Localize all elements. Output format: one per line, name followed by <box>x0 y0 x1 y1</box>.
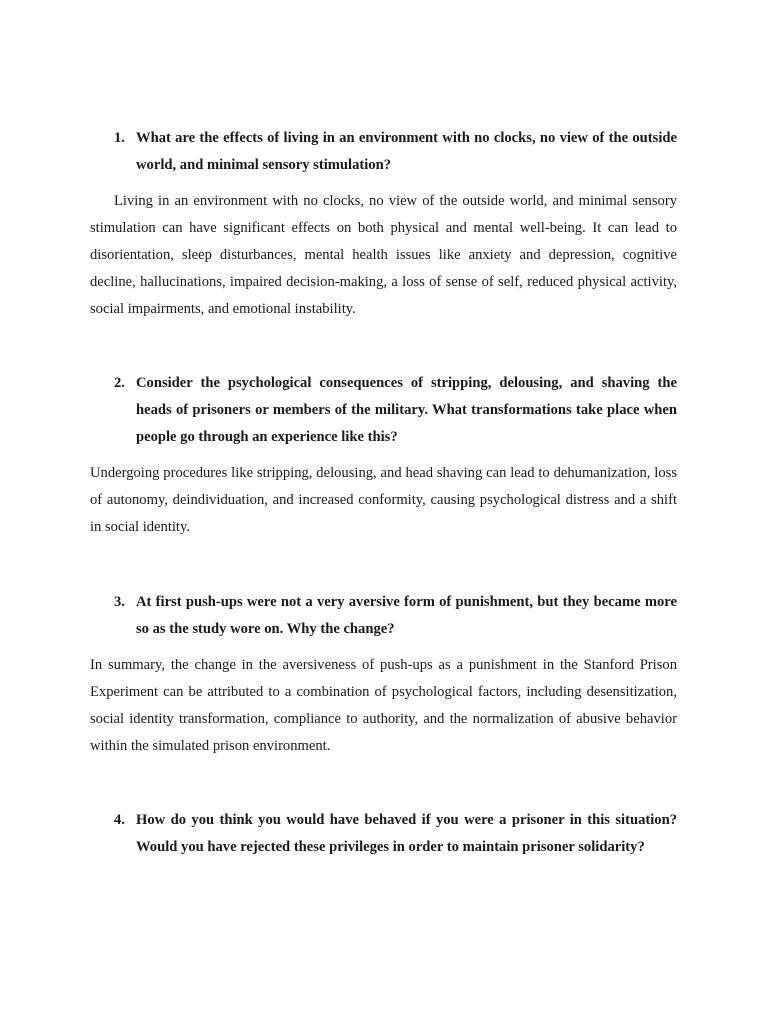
question-text: What are the effects of living in an environment with no clocks, no view of the outside world, and minimal sensory stimulation? <box>136 130 677 173</box>
question-number: 3. <box>114 594 125 610</box>
question-heading <box>90 125 677 179</box>
answer-text: Undergoing procedures like stripping, delousing, and head shaving can lead to dehumanization, loss of autonomy, deindividuation, and increased conformity, causing psychological distress and a shift in social identity. <box>90 465 677 535</box>
answer-text: In summary, the change in the aversiveness of push-ups as a punishment in the Stanford Prison Experiment can be attributed to a combination of psychological factors, including desensitization, social identity transformation, compliance to authority, and the normalization of abusive behavior within the simulated prison environment. <box>90 657 677 754</box>
question-heading <box>90 589 677 643</box>
question-heading <box>90 807 677 861</box>
question-heading <box>90 370 677 451</box>
answer-1 <box>90 188 677 323</box>
question-3 <box>90 589 677 643</box>
question-4 <box>90 807 677 861</box>
question-text: How do you think you would have behaved if you were a prisoner in this situation? Would you have rejected these privileges in order to maintain prisoner solidarity? <box>136 812 677 855</box>
question-1 <box>90 125 677 179</box>
question-text: At first push-ups were not a very aversive form of punishment, but they became more so as the study wore on. Why the change? <box>136 594 677 637</box>
question-2 <box>90 370 677 451</box>
question-number: 2. <box>114 375 125 391</box>
answer-3 <box>90 652 677 760</box>
question-number: 4. <box>114 812 125 828</box>
answer-text: Living in an environment with no clocks, no view of the outside world, and minimal sensory stimulation can have significant effects on both physical and mental well-being. It can lead to disorientation, sleep disturbances, mental health issues like anxiety and depression, cognitive decline, hallucinations, impaired decision-making, a loss of sense of self, reduced physical activity, social impairments, and emotional instability. <box>90 193 677 317</box>
question-text: Consider the psychological consequences of stripping, delousing, and shaving the heads of prisoners or members of the military. What transformations take place when people go through an experience like this? <box>136 375 677 445</box>
answer-2 <box>90 460 677 541</box>
question-number: 1. <box>114 130 125 146</box>
